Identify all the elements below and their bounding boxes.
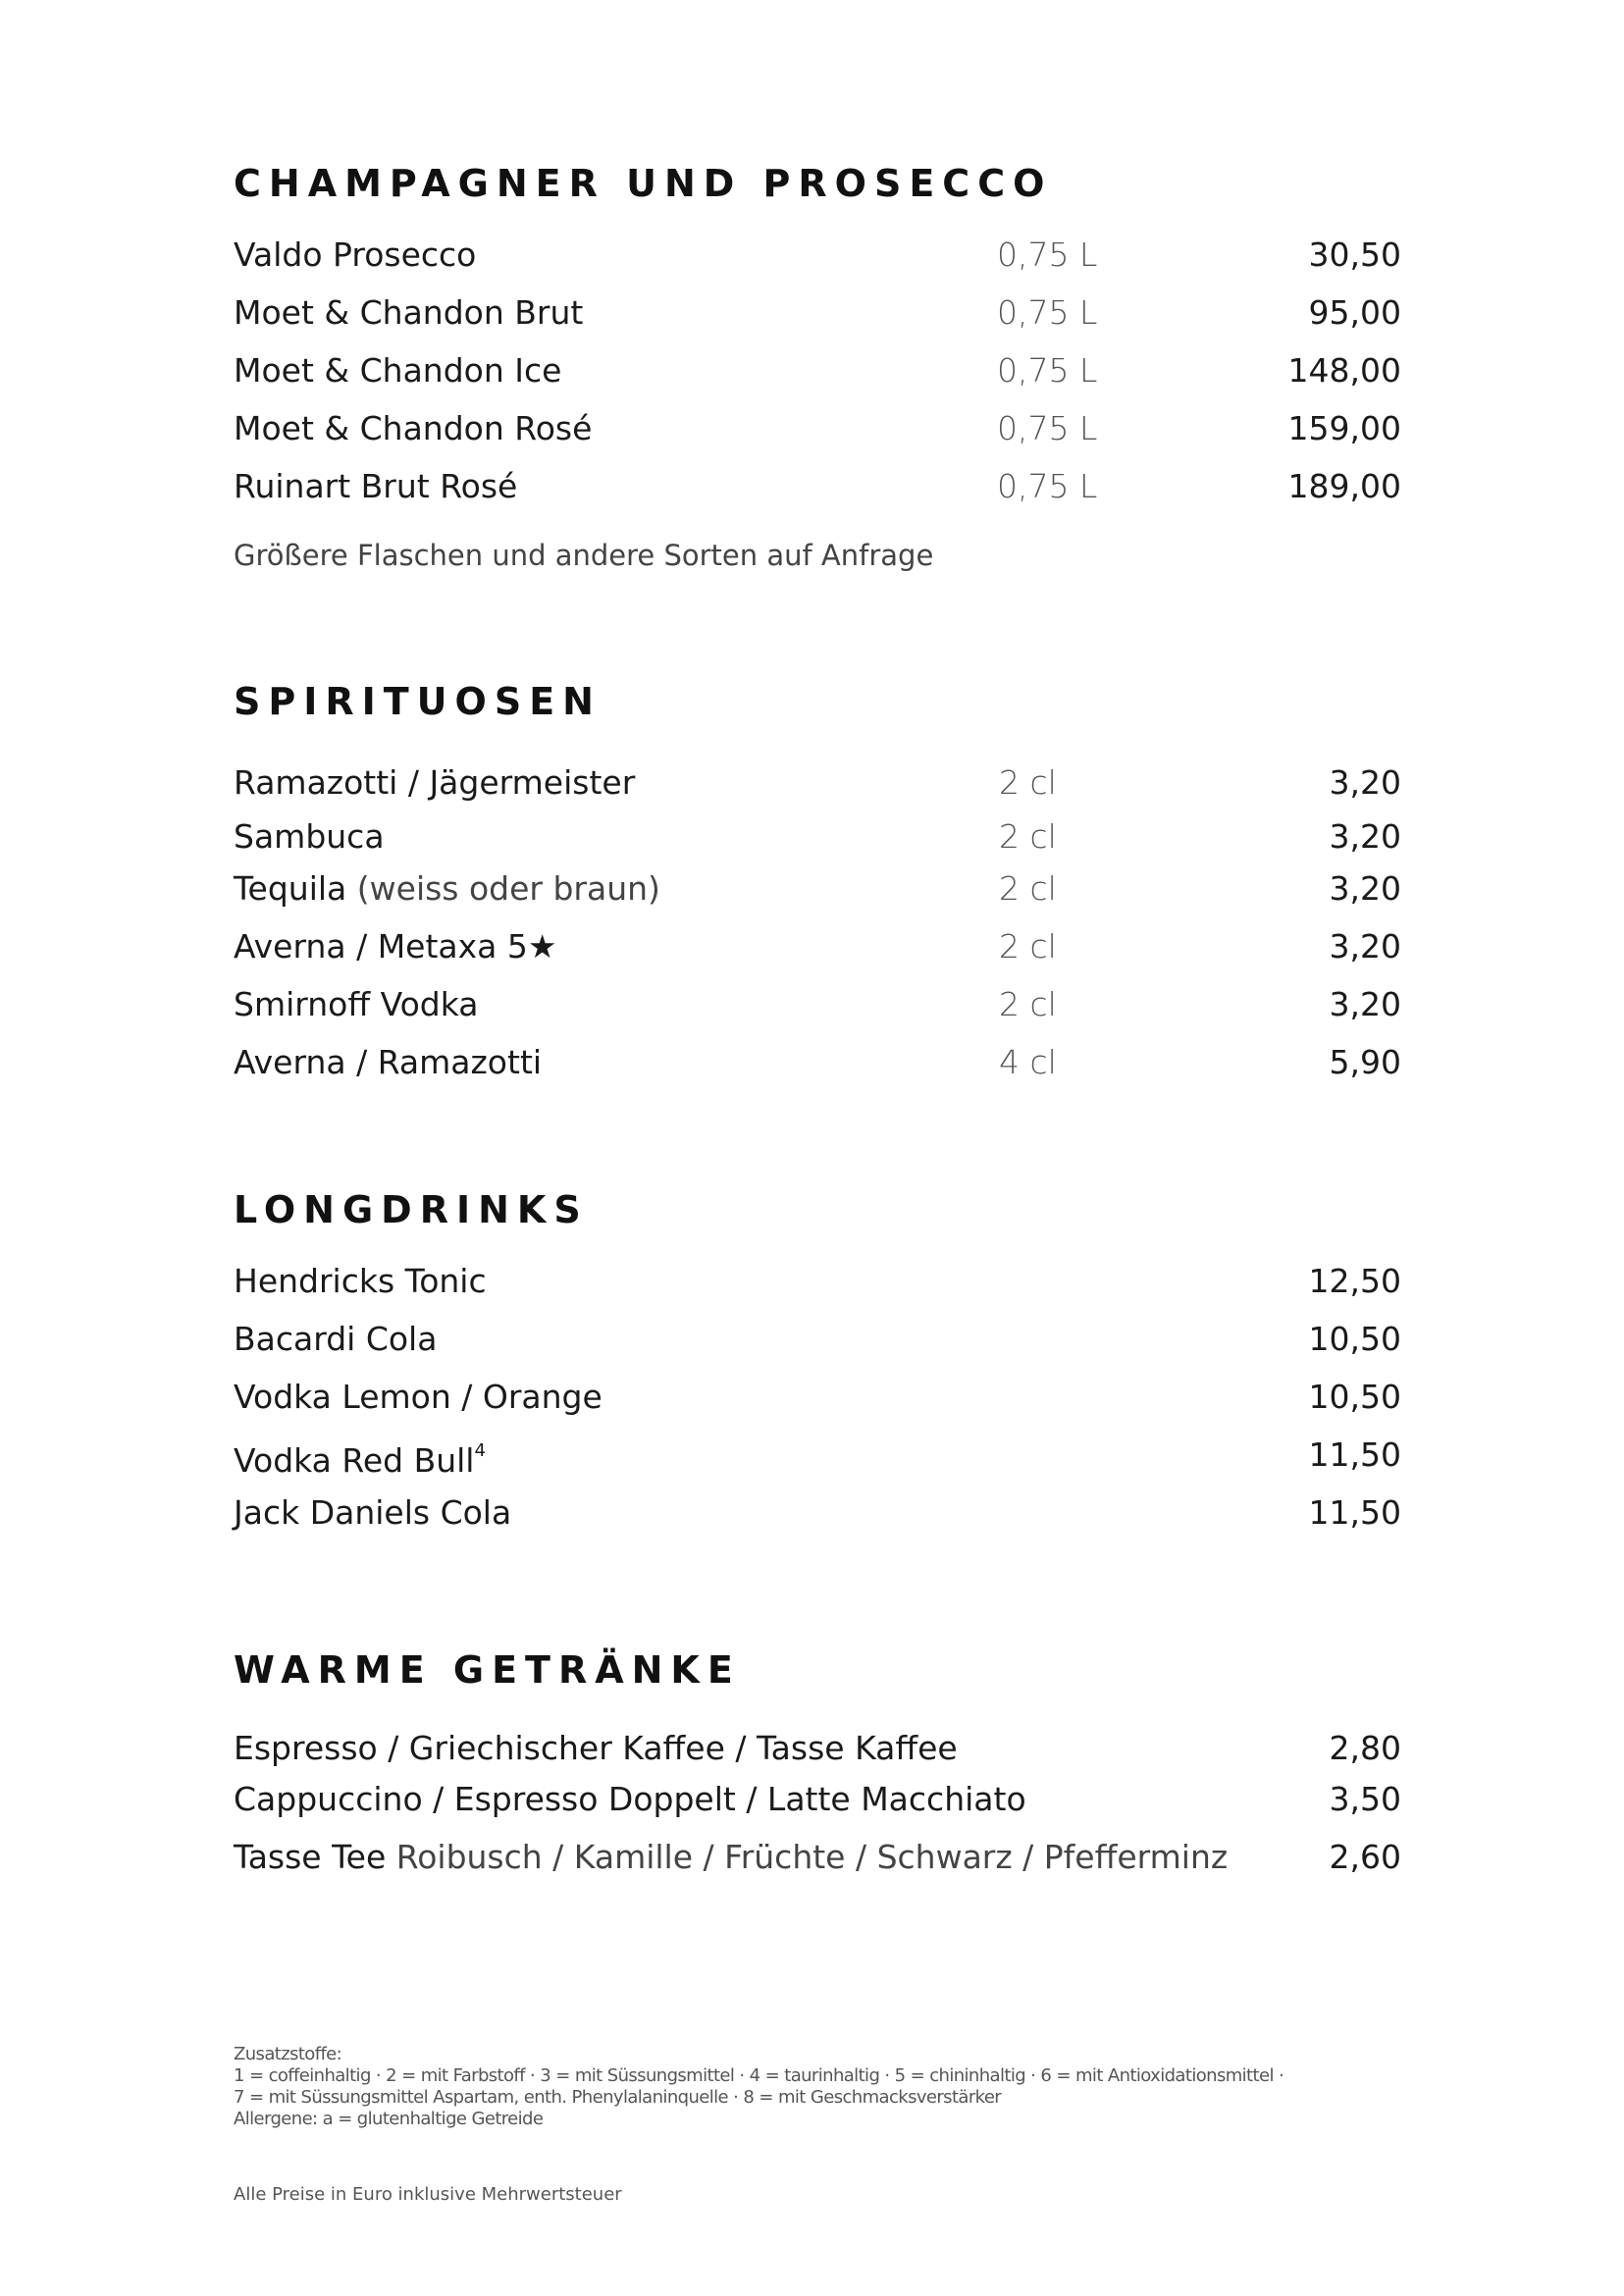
item-name: Cappuccino / Espresso Doppelt / Latte Macchiato [234,1780,1026,1818]
item-name: Averna / Ramazotti [234,1043,543,1081]
section-title-hot-drinks: WARME GETRÄNKE [234,1648,741,1692]
item-name: Moet & Chandon Brut [234,293,584,332]
menu-item [234,406,1401,451]
item-volume: 0,75 L [997,467,1098,505]
item-name: Smirnoff Vodka [234,985,479,1023]
item-volume: 2 cl [999,869,1057,908]
item-name [234,866,660,912]
item-name-main: Vodka Red Bull [234,1441,475,1480]
item-volume: 2 cl [999,763,1057,802]
menu-item [234,1317,1401,1362]
item-volume: 0,75 L [997,293,1098,332]
allergen-marker: 4 [474,1440,486,1461]
menu-item [234,348,1401,393]
item-price: 148,00 [1287,351,1401,390]
menu-item [234,866,1401,912]
menu-item [234,924,1401,969]
item-name: Moet & Chandon Rosé [234,409,593,447]
item-name: Espresso / Griechischer Kaffee / Tasse Kaffee [234,1729,958,1767]
additives-line-2: 7 = mit Süssungsmittel Aspartam, enth. Phenylalaninquelle · 8 = mit Geschmacksverstärker [234,2087,1002,2108]
item-detail: (weiss oder braun) [356,869,660,908]
section-title-longdrinks: LONGDRINKS [234,1188,589,1231]
item-name: Jack Daniels Cola [234,1493,512,1532]
item-volume: 2 cl [999,927,1057,965]
item-price: 3,20 [1329,817,1401,856]
item-name-main: Tequila [234,869,347,908]
menu-item [234,1259,1401,1304]
item-price: 12,50 [1308,1262,1401,1300]
menu-item [234,464,1401,509]
section-title-spirits: SPIRITUOSEN [234,680,602,723]
item-name: Sambuca [234,817,385,856]
item-price: 159,00 [1287,409,1401,447]
menu-item [234,1040,1401,1085]
item-price: 3,20 [1329,869,1401,908]
additives-title: Zusatzstoffe: [234,2044,342,2064]
item-price: 2,80 [1329,1729,1401,1767]
item-volume: 2 cl [999,817,1057,856]
item-price: 3,20 [1329,985,1401,1023]
item-price: 10,50 [1308,1320,1401,1358]
additives-line-1: 1 = coffeinhaltig · 2 = mit Farbstoff · 3 = mit Süssungsmittel · 4 = taurinhaltig · 5 = chininhaltig · 6 = mit Antioxidationsmittel · [234,2065,1284,2086]
item-name: Ruinart Brut Rosé [234,467,518,505]
item-volume: 0,75 L [997,409,1098,447]
item-name: Valdo Prosecco [234,235,477,274]
item-price: 95,00 [1308,293,1401,332]
item-detail: Roibusch / Kamille / Früchte / Schwarz / Pfefferminz [395,1838,1229,1876]
menu-item [234,1835,1401,1880]
menu-item [234,1375,1401,1420]
item-name: Hendricks Tonic [234,1262,487,1300]
menu-item [234,1777,1401,1822]
item-name: Vodka Lemon / Orange [234,1378,602,1416]
menu-item [234,760,1401,806]
item-name: Bacardi Cola [234,1320,438,1358]
item-price: 3,50 [1329,1780,1401,1818]
item-name: Averna / Metaxa 5★ [234,927,557,965]
additives-legend [234,2044,1283,2130]
item-price: 10,50 [1308,1378,1401,1416]
item-volume: 0,75 L [997,351,1098,390]
section-note: Größere Flaschen und andere Sorten auf Anfrage [234,539,934,572]
item-price: 30,50 [1308,235,1401,274]
menu-item [234,1490,1401,1536]
allergens-line: Allergene: a = glutenhaltige Getreide [234,2109,544,2129]
menu-item [234,982,1401,1027]
item-price: 189,00 [1287,467,1401,505]
item-name: Ramazotti / Jägermeister [234,763,636,802]
item-price: 11,50 [1308,1435,1401,1474]
item-name: Moet & Chandon Ice [234,351,562,390]
prices-note: Alle Preise in Euro inklusive Mehrwertsteuer [234,2184,622,2205]
item-price: 5,90 [1329,1043,1401,1081]
item-name [234,1835,1228,1880]
item-volume: 4 cl [999,1043,1057,1081]
item-price: 3,20 [1329,927,1401,965]
item-volume: 0,75 L [997,235,1098,274]
item-price: 2,60 [1329,1838,1401,1876]
section-title-champagne: CHAMPAGNER UND PROSECCO [234,162,1053,205]
item-name-main: Tasse Tee [234,1838,387,1876]
menu-item [234,1433,1401,1478]
item-name [234,1433,486,1484]
menu-item [234,814,1401,860]
menu-item [234,1726,1401,1771]
item-price: 3,20 [1329,763,1401,802]
item-volume: 2 cl [999,985,1057,1023]
menu-item [234,233,1401,278]
item-price: 11,50 [1308,1493,1401,1532]
menu-item [234,290,1401,336]
